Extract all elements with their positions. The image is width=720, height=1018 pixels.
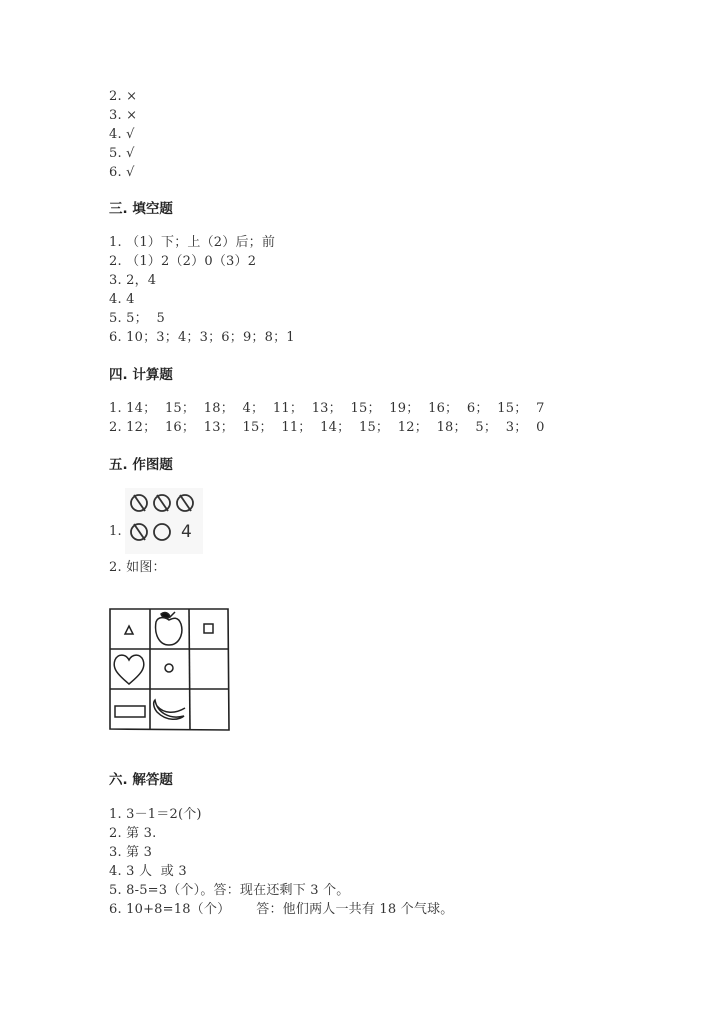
answer-line: 2. 第 3. (109, 826, 157, 841)
square-icon (204, 624, 213, 633)
count-label: 4 (181, 522, 192, 542)
answer-line: 4. 3 人 或 3 (109, 864, 187, 879)
drawing-item-2-label: 2. 如图： (109, 560, 166, 575)
answer-line: 6. √ (109, 165, 135, 180)
section-title-calculation: 四. 计算题 (109, 367, 173, 383)
triangle-icon (125, 626, 133, 634)
answer-line: 4. 4 (109, 292, 135, 307)
crossed-circles-icon (125, 488, 203, 554)
answer-line: 3. 第 3 (109, 845, 153, 860)
answer-line: 5. 5； 5 (109, 311, 165, 326)
section-title-drawing: 五. 作图题 (109, 457, 173, 473)
answer-line: 3. 2，4 (109, 273, 157, 288)
answer-line: 6. 10；3；4；3；6；9；8；1 (109, 330, 295, 345)
answer-line: 1. （1）下；上（2）后；前 (109, 235, 276, 250)
shape-grid (109, 608, 230, 731)
answer-line: 2. × (109, 89, 138, 104)
answer-line: 1. 14； 15； 18； 4； 11； 13； 15； 19； 16； 6； 15； 7 (109, 401, 545, 416)
apple-icon (156, 612, 182, 645)
heart-icon (114, 655, 144, 684)
banana-icon (154, 700, 185, 719)
answer-line: 2. （1）2（2）0（3）2 (109, 254, 257, 269)
answer-line: 6. 10+8=18（个） 答：他们两人一共有 18 个气球。 (109, 902, 454, 917)
answer-line: 5. 8-5=3（个）。答：现在还剩下 3 个。 (109, 883, 350, 898)
circle-icon (165, 664, 173, 672)
answer-line: 5. √ (109, 146, 135, 161)
answer-line: 1. 3－1＝2(个) (109, 807, 202, 822)
section-title-word-problems: 六. 解答题 (109, 772, 173, 788)
answer-line: 3. × (109, 108, 138, 123)
rectangle-icon (115, 706, 145, 717)
answer-line: 2. 12； 16； 13； 15； 11； 14； 15； 12； 18； 5； 3； 0 (109, 420, 545, 435)
answer-line: 4. √ (109, 127, 135, 142)
section-title-fill-in: 三. 填空题 (109, 201, 173, 217)
drawing-item-1-label: 1. (109, 524, 122, 539)
counting-figure (125, 488, 203, 554)
